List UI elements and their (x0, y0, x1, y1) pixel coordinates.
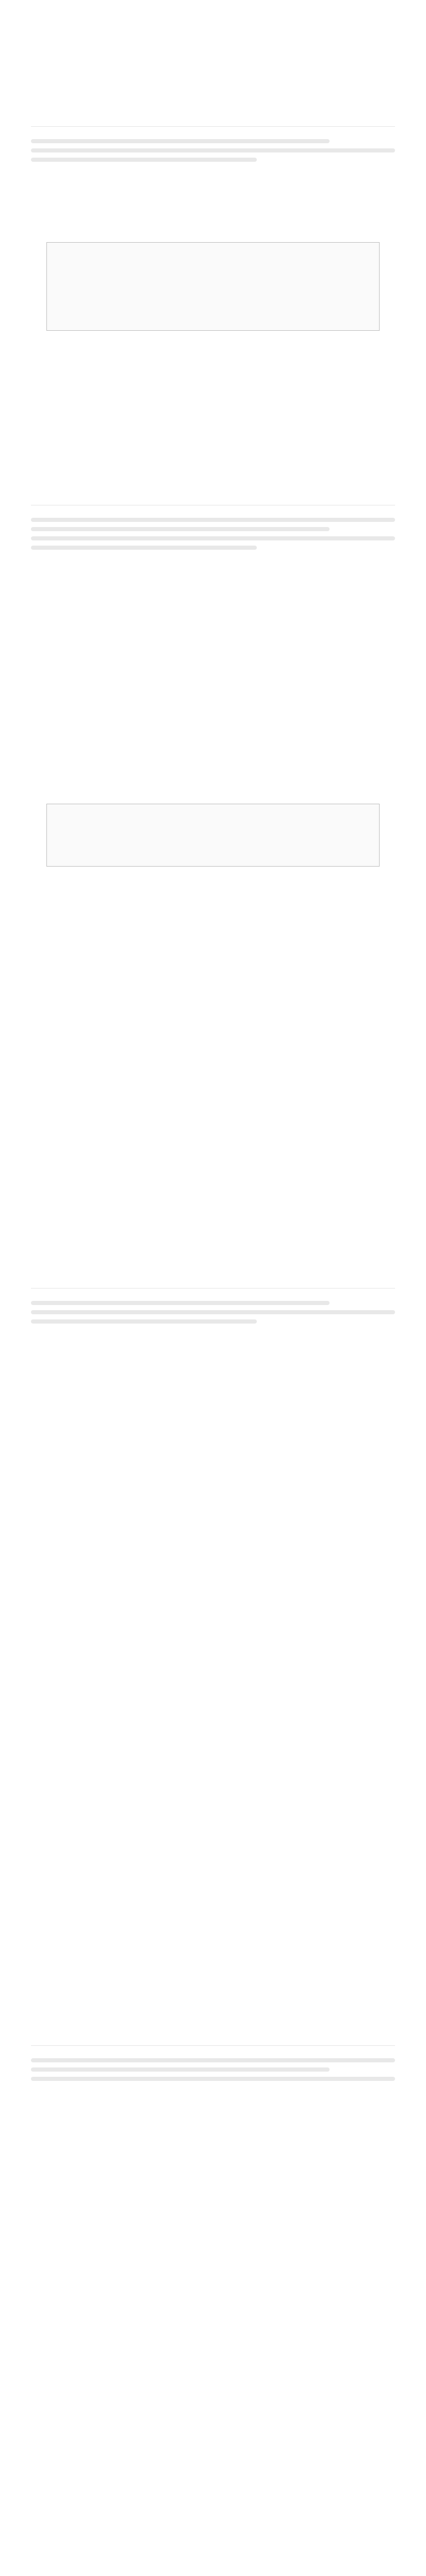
notice-section-2 (31, 505, 395, 1285)
notice-section-3 (31, 1288, 395, 2043)
schedule-box (46, 804, 380, 867)
notice-section-4 (31, 2045, 395, 2576)
notice-table (46, 242, 380, 331)
